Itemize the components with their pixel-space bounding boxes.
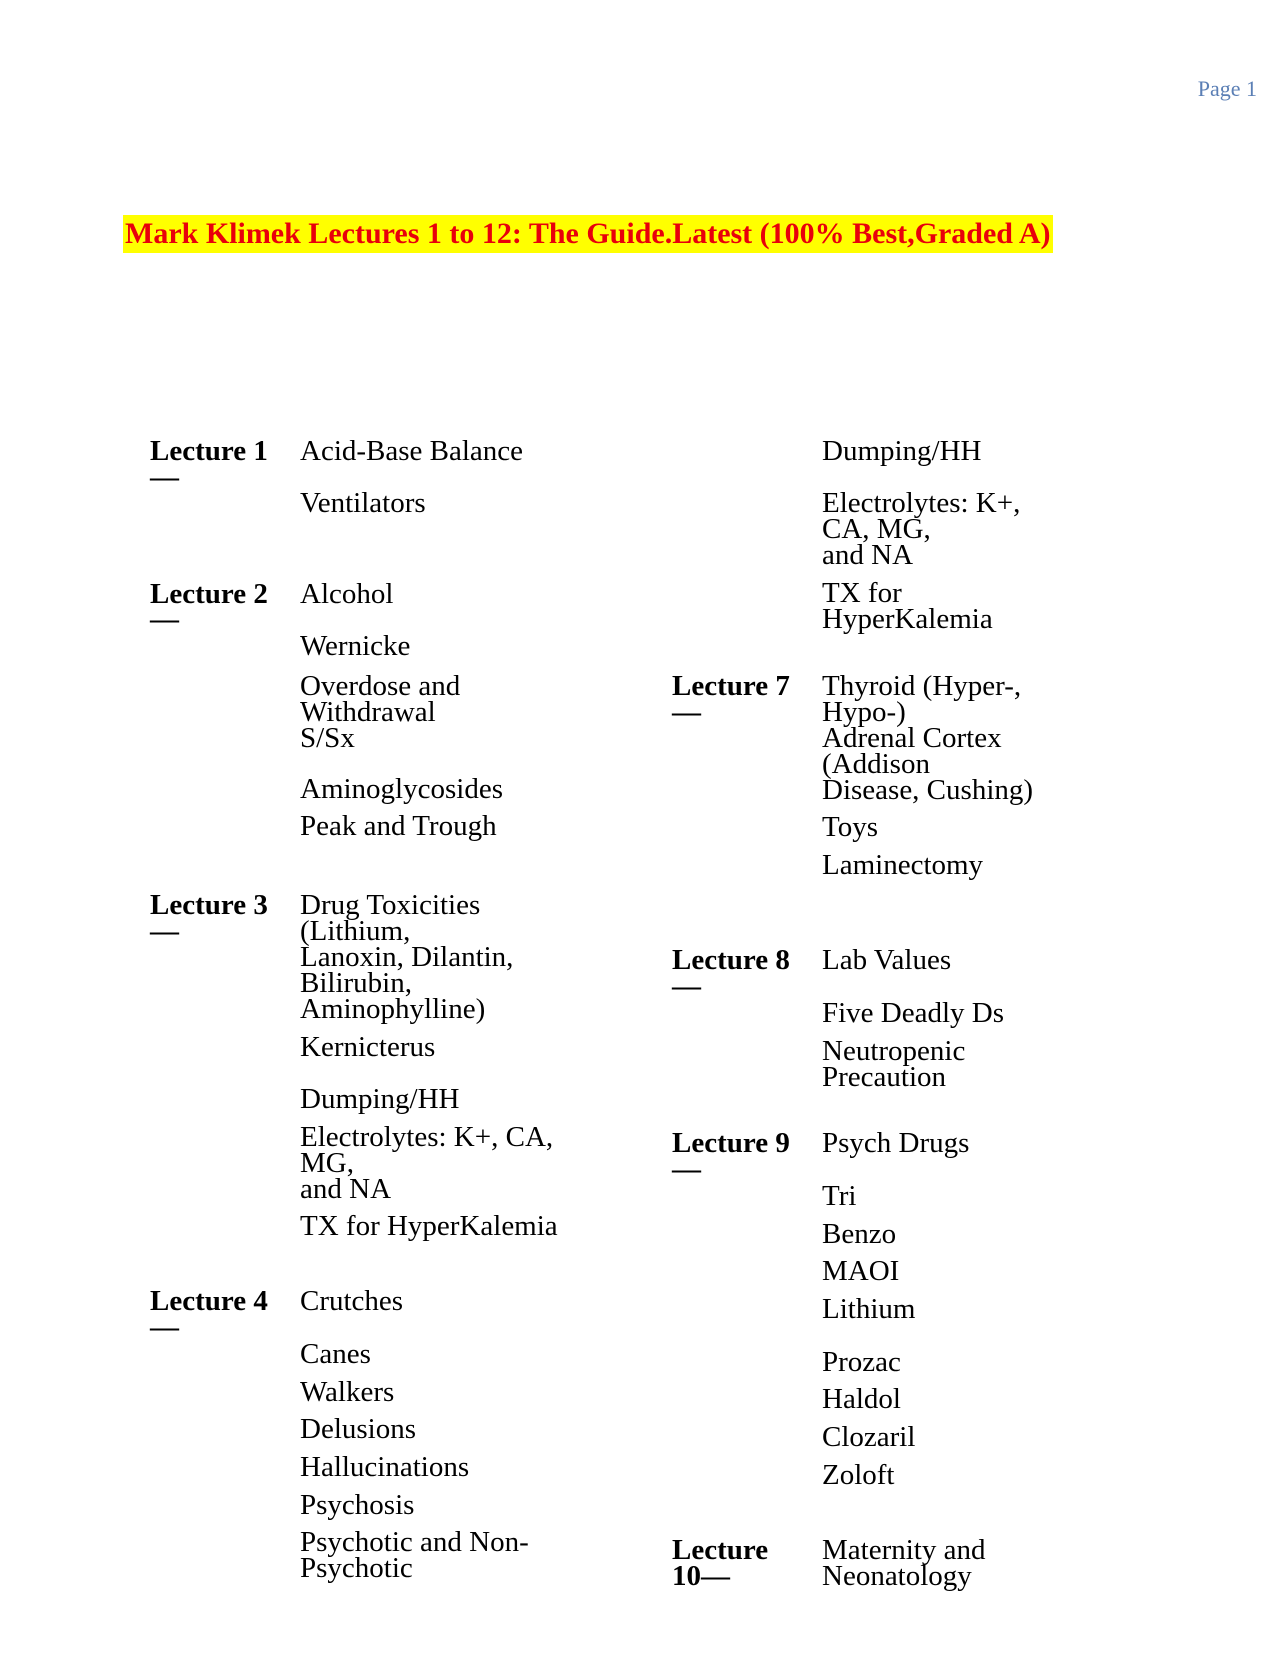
list-item: (Lithium, [300,915,411,947]
list-item: Prozac [822,1346,901,1378]
list-item: Thyroid (Hyper-, [822,670,1022,702]
list-item: Drug Toxicities [300,889,481,921]
list-item: Wernicke [300,630,411,662]
list-item: and NA [822,539,914,571]
list-item: Delusions [300,1413,416,1445]
list-item: Hypo-) [822,696,906,728]
list-item: TX for [822,577,902,609]
list-item: Dumping/HH [300,1083,460,1115]
lecture-4-dash: — [150,1311,179,1343]
list-item: Disease, Cushing) [822,774,1034,806]
list-item: Withdrawal [300,696,436,728]
lecture-1-label: Lecture 1 [150,435,268,467]
list-item: TX for HyperKalemia [300,1210,558,1242]
document-title: Mark Klimek Lectures 1 to 12: The Guide.Latest (100% Best,Graded A) [123,215,1053,253]
list-item: Crutches [300,1285,404,1317]
lecture-4-label: Lecture 4 [150,1285,268,1317]
list-item: Zoloft [822,1459,895,1491]
lecture-7-label: Lecture 7 [672,670,790,702]
list-item: CA, MG, [822,513,931,545]
list-item: S/Sx [300,722,355,754]
lecture-7-dash: — [672,696,701,728]
list-item: Alcohol [300,578,394,610]
list-item: Precaution [822,1061,947,1093]
list-item: Neutropenic [822,1035,966,1067]
list-item: Adrenal Cortex [822,722,1002,754]
list-item: MAOI [822,1255,900,1287]
list-item: Toys [822,811,878,843]
list-item: Benzo [822,1218,897,1250]
lecture-9-label: Lecture 9 [672,1127,790,1159]
list-item: Laminectomy [822,849,984,881]
lecture-10-label: Lecture [672,1534,769,1566]
list-item: Electrolytes: K+, [822,487,1021,519]
list-item: Kernicterus [300,1031,436,1063]
list-item: Psych Drugs [822,1127,970,1159]
page-label: Page 1 [1197,76,1257,101]
list-item: (Addison [822,748,930,780]
lecture-8-dash: — [672,970,701,1002]
list-item: Clozaril [822,1421,916,1453]
lecture-3-dash: — [150,915,179,947]
list-item: Psychosis [300,1489,415,1521]
list-item: Ventilators [300,487,426,519]
list-item: Lanoxin, Dilantin, [300,941,514,973]
lecture-10-label-cont: 10— [672,1560,730,1592]
list-item: MG, [300,1147,354,1179]
list-item: Acid-Base Balance [300,435,524,467]
list-item: Peak and Trough [300,810,497,842]
list-item: Overdose and [300,670,461,702]
lecture-1-dash: — [150,461,179,493]
list-item: Lab Values [822,944,952,976]
list-item: Bilirubin, [300,967,412,999]
list-item: Electrolytes: K+, CA, [300,1121,554,1153]
list-item: Walkers [300,1376,395,1408]
list-item: Canes [300,1338,371,1370]
list-item: HyperKalemia [822,603,993,635]
list-item: and NA [300,1173,392,1205]
list-item: Lithium [822,1293,916,1325]
list-item: Haldol [822,1383,901,1415]
list-item: Psychotic [300,1552,413,1584]
lecture-9-dash: — [672,1153,701,1185]
list-item: Hallucinations [300,1451,470,1483]
list-item: Aminophylline) [300,993,486,1025]
list-item: Tri [822,1180,857,1212]
lecture-2-dash: — [150,603,179,635]
list-item: Maternity and [822,1534,986,1566]
lecture-8-label: Lecture 8 [672,944,790,976]
lecture-2-label: Lecture 2 [150,578,268,610]
lecture-3-label: Lecture 3 [150,889,268,921]
list-item: Dumping/HH [822,435,982,467]
list-item: Five Deadly Ds [822,997,1005,1029]
list-item: Neonatology [822,1560,972,1592]
list-item: Aminoglycosides [300,773,503,805]
list-item: Psychotic and Non- [300,1526,529,1558]
